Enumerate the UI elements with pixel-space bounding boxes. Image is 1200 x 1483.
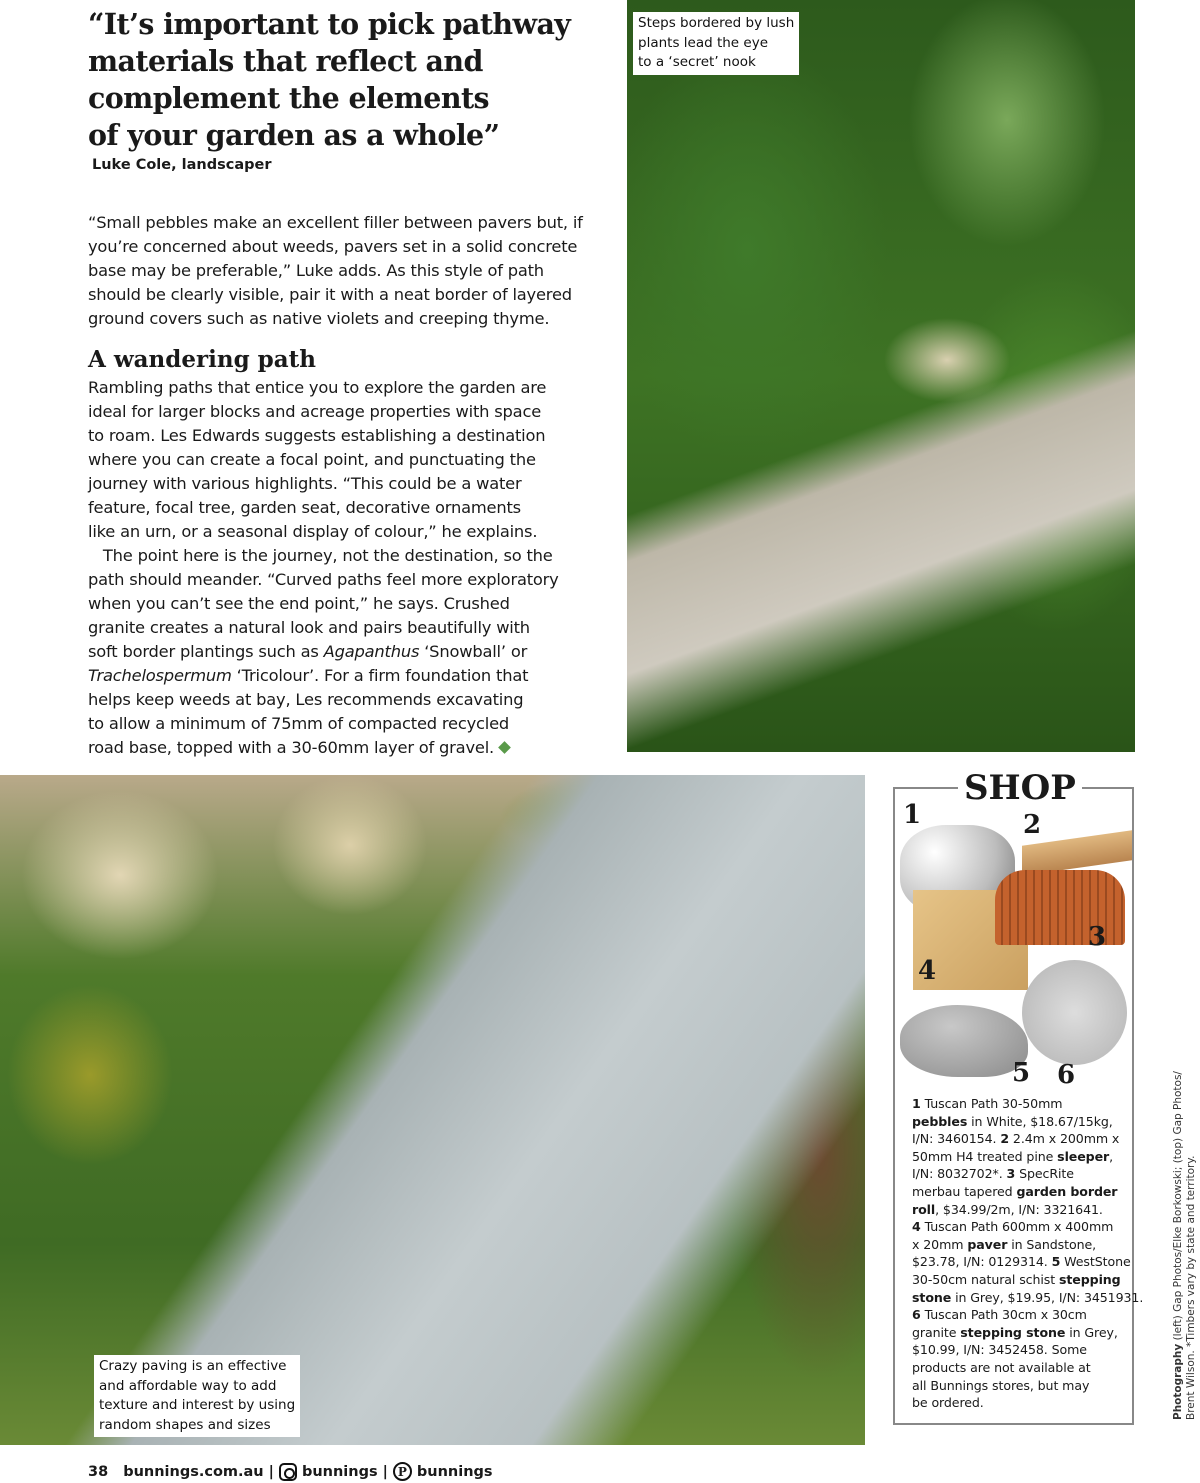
text-line	[88, 424, 608, 448]
text-segment: “Small pebbles make an excellent filler between pavers but, if	[88, 213, 583, 232]
caption-line: Crazy paving is an effective	[99, 1358, 287, 1374]
text-line	[912, 1095, 1143, 1113]
section-heading: A wandering path	[88, 346, 316, 373]
text-segment: 3	[1006, 1166, 1016, 1182]
shop-title: SHOP	[958, 768, 1082, 808]
instagram-handle[interactable]: bunnings	[301, 1463, 378, 1480]
text-line	[88, 568, 608, 592]
product-number: 1	[903, 800, 922, 830]
pinterest-icon: P	[393, 1462, 412, 1481]
pull-quote	[88, 6, 608, 154]
text-segment: garden border	[1016, 1183, 1118, 1199]
text-segment: I/N: 8032702*.	[912, 1166, 1007, 1182]
product-number: 3	[1088, 922, 1107, 952]
text-segment: 2	[1000, 1131, 1009, 1147]
text-segment: Trachelospermum	[88, 666, 232, 685]
text-line	[88, 616, 608, 640]
text-segment: Tuscan Path 30-50mm	[920, 1096, 1063, 1111]
website-link[interactable]: bunnings.com.au	[123, 1463, 264, 1480]
text-segment: I/N: 3460154.	[912, 1131, 1001, 1147]
text-segment: ground covers such as native violets and creeping thyme.	[88, 309, 550, 328]
text-segment: when you can’t see the end point,” he says. Crushed	[88, 594, 510, 613]
text-segment: journey with various highlights. “This could be a water	[88, 474, 522, 493]
text-segment: feature, focal tree, garden seat, decorative ornaments	[88, 498, 521, 517]
instagram-icon	[279, 1463, 297, 1481]
text-line	[88, 544, 608, 568]
text-segment: paver	[967, 1236, 1008, 1252]
text-segment: stone	[912, 1289, 952, 1305]
text-segment: 30-50cm natural schist	[912, 1271, 1059, 1287]
gravel-stone-image	[1022, 960, 1127, 1065]
text-segment: road base, topped with a 30-60mm layer of gravel.	[88, 738, 495, 757]
text-line	[912, 1289, 1143, 1307]
text-line	[912, 1306, 1143, 1324]
text-line	[88, 496, 608, 520]
text-line	[912, 1394, 1143, 1412]
text-line	[88, 472, 608, 496]
text-line	[912, 1324, 1143, 1342]
end-mark-icon	[498, 741, 511, 754]
text-line	[88, 688, 608, 712]
text-line	[912, 1113, 1143, 1131]
text-segment: stepping	[1058, 1271, 1121, 1287]
text-line	[912, 1271, 1143, 1289]
text-segment: 5	[1051, 1254, 1061, 1270]
text-line	[88, 259, 608, 283]
text-segment: 50mm H4 treated pine	[912, 1148, 1058, 1164]
caption-line: to a ‘secret’ nook	[638, 54, 756, 70]
text-segment: ,	[1109, 1148, 1114, 1164]
text-segment: helps keep weeds at bay, Les recommends excavating	[88, 690, 524, 709]
text-segment: products are not available at	[912, 1359, 1091, 1375]
text-line	[912, 1201, 1143, 1219]
text-segment: to roam. Les Edwards suggests establishing a destination	[88, 426, 546, 445]
credit-label: Photography	[1172, 1343, 1184, 1420]
text-segment: in Grey, $19.95, I/N: 3451931.	[951, 1289, 1144, 1305]
text-segment: ‘Tricolour’. For a firm foundation that	[231, 666, 529, 685]
text-segment: $23.78, I/N: 0129314.	[912, 1254, 1052, 1270]
text-segment: Tuscan Path 30cm x 30cm	[920, 1307, 1087, 1323]
text-segment: ideal for larger blocks and acreage properties with space	[88, 402, 542, 421]
product-number: 6	[1057, 1060, 1076, 1090]
text-line	[88, 400, 608, 424]
text-segment: sleeper	[1057, 1148, 1110, 1164]
text-segment: merbau tapered	[912, 1183, 1017, 1199]
text-segment: Tuscan Path 600mm x 400mm	[920, 1219, 1114, 1235]
text-segment: Agapanthus	[323, 642, 420, 661]
text-segment: you’re concerned about weeds, pavers set in a solid concrete	[88, 237, 578, 256]
text-segment: x 20mm	[912, 1236, 968, 1252]
shop-product-list	[912, 1095, 1143, 1412]
text-line	[912, 1253, 1143, 1271]
text-line	[88, 283, 608, 307]
text-segment: be ordered.	[912, 1395, 984, 1411]
quote-attribution: Luke Cole, landscaper	[92, 157, 272, 173]
text-line	[88, 520, 608, 544]
text-segment: Rambling paths that entice you to explore the garden are	[88, 378, 547, 397]
text-segment: all Bunnings stores, but may	[912, 1377, 1090, 1393]
text-segment: $10.99, I/N: 3452458. Some	[912, 1342, 1087, 1358]
photo-caption	[94, 1355, 300, 1437]
text-segment: , $34.99/2m, I/N: 3321641.	[935, 1201, 1103, 1217]
text-line	[88, 736, 608, 760]
separator: |	[268, 1463, 274, 1480]
text-segment: pebbles	[912, 1113, 968, 1129]
text-segment: where you can create a focal point, and punctuating the	[88, 450, 536, 469]
text-segment: WestStone	[1060, 1254, 1131, 1270]
caption-line: texture and interest by using	[99, 1397, 296, 1413]
text-line	[912, 1236, 1143, 1254]
quote-line: materials that reflect and	[88, 44, 483, 78]
page-number: 38	[88, 1463, 109, 1480]
section-body	[88, 376, 608, 760]
separator: |	[382, 1463, 388, 1480]
text-line	[912, 1130, 1143, 1148]
text-segment: base may be preferable,” Luke adds. As this style of path	[88, 261, 544, 280]
text-segment: should be clearly visible, pair it with a neat border of layered	[88, 285, 572, 304]
text-line	[88, 712, 608, 736]
product-number: 5	[1012, 1058, 1031, 1088]
text-line	[912, 1341, 1143, 1359]
text-line	[88, 307, 608, 331]
credit-text: Brent Wilson. *Timbers vary by state and territory.	[1185, 1155, 1197, 1420]
credit-text: (left) Gap Photos/Elke Borkowski; (top) Gap Photos/	[1172, 1071, 1184, 1344]
text-line	[912, 1165, 1143, 1183]
text-segment: 4	[912, 1219, 921, 1235]
text-segment: to allow a minimum of 75mm of compacted recycled	[88, 714, 510, 733]
text-line	[912, 1218, 1143, 1236]
text-segment: 1	[912, 1096, 921, 1111]
text-line	[912, 1148, 1143, 1166]
product-number: 2	[1023, 810, 1042, 840]
text-segment: like an urn, or a seasonal display of colour,” he explains.	[88, 522, 538, 541]
text-segment: path should meander. “Curved paths feel more exploratory	[88, 570, 559, 589]
text-segment: The point here is the journey, not the destination, so the	[88, 546, 553, 565]
text-segment: in Sandstone,	[1007, 1236, 1097, 1252]
crazy-paving-photo	[0, 775, 865, 1445]
text-segment: stepping stone	[960, 1324, 1066, 1340]
pinterest-handle[interactable]: bunnings	[416, 1463, 493, 1480]
text-line	[912, 1377, 1143, 1395]
text-line	[88, 211, 608, 235]
text-segment: 6	[912, 1307, 921, 1323]
caption-line: plants lead the eye	[638, 34, 769, 51]
intro-paragraph	[88, 211, 608, 331]
page-footer	[88, 1462, 493, 1481]
quote-line: complement the elements	[88, 81, 489, 115]
text-segment: 2.4m x 200mm x	[1009, 1131, 1120, 1147]
text-segment: in Grey,	[1065, 1324, 1118, 1340]
text-segment: ‘Snowball’ or	[419, 642, 528, 661]
text-line	[88, 640, 608, 664]
text-line	[912, 1359, 1143, 1377]
photo-caption	[633, 12, 799, 75]
text-segment: SpecRite	[1015, 1166, 1074, 1182]
garden-steps-photo	[627, 0, 1135, 752]
text-segment: roll	[912, 1201, 936, 1217]
text-line	[912, 1183, 1143, 1201]
product-number: 4	[918, 956, 937, 986]
text-segment: granite creates a natural look and pairs beautifully with	[88, 618, 530, 637]
caption-line: and affordable way to add	[99, 1377, 277, 1394]
text-segment: granite	[912, 1324, 961, 1340]
caption-line: Steps bordered by lush	[638, 15, 795, 31]
photo-credit	[1172, 1071, 1198, 1420]
quote-line: “It’s important to pick pathway	[88, 7, 571, 41]
text-line	[88, 235, 608, 259]
text-segment: in White, $18.67/15kg,	[967, 1113, 1113, 1129]
text-line	[88, 376, 608, 400]
text-line	[88, 664, 608, 688]
quote-line: of your garden as a whole”	[88, 118, 500, 152]
text-segment: soft border plantings such as	[88, 642, 324, 661]
text-line	[88, 448, 608, 472]
caption-line: random shapes and sizes	[99, 1416, 271, 1433]
text-line	[88, 592, 608, 616]
